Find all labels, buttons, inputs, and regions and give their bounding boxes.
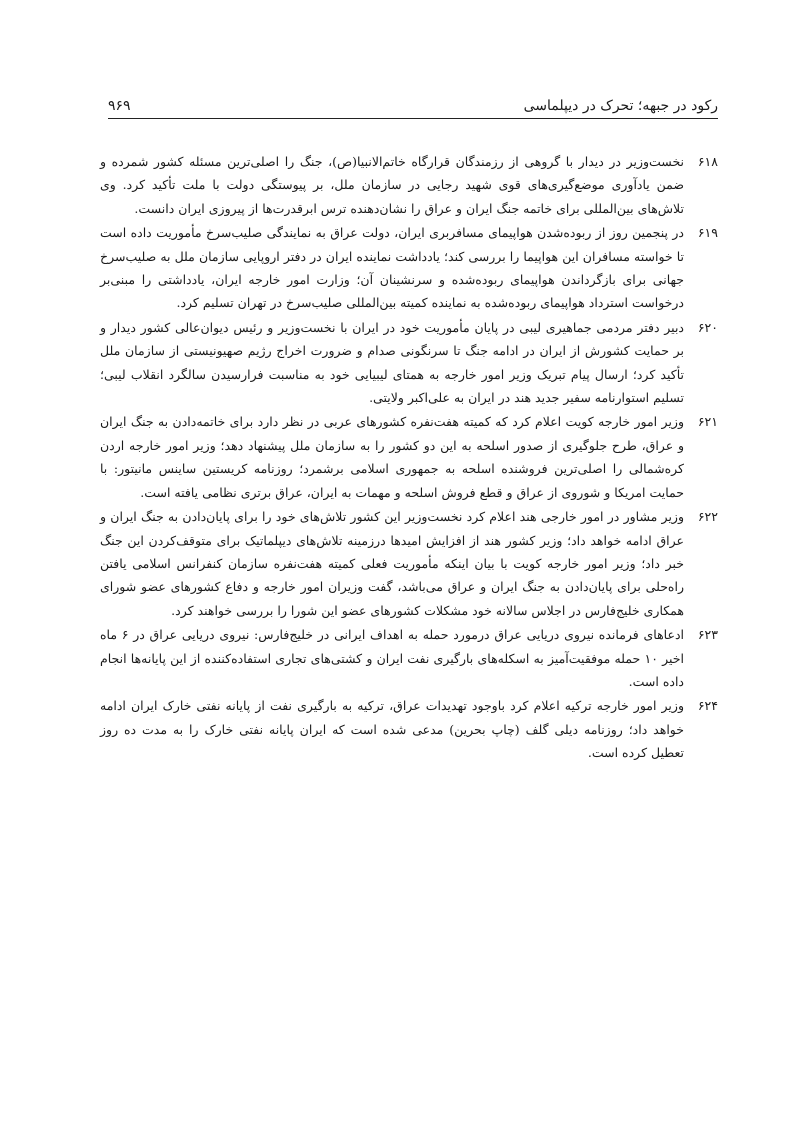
entry-number: ۶۲۴ (697, 698, 718, 714)
entry-619 (100, 221, 718, 315)
running-header (108, 84, 718, 114)
entry-624 (100, 694, 718, 764)
entry-number: ۶۲۲ (697, 509, 718, 525)
entry-text: وزیر مشاور در امور خارجی هند اعلام کرد نخست‌وزیر این کشور تلاش‌های خود را برای پایان‌دادن به جنگ ایران و عراق ادامه خواهد داد؛ وزیر کشور هند از افزایش امیدها درزمینه تلاش‌های دیپلماتیک برای متوقف‌کردن این جنگ خبر داد؛ وزیر امور خارجه کویت با بیان اینکه مأموریت فعلی کمیته هفت‌نفره سازمان کنفرانس اسلامی یافتن راه‌حلی برای پایان‌دادن به جنگ ایران و عراق می‌باشد، گفت وزیران امور خارجه و دفاع کشورهای عضو شورای همکاری خلیج‌فارس در اجلاس سالانه خود مشکلات کشورهای عضو این شورا را بررسی خواهند کرد. (100, 509, 684, 618)
entry-number: ۶۲۰ (697, 319, 718, 335)
entry-text: دبیر دفتر مردمی جماهیری لیبی در پایان مأموریت خود در ایران با نخست‌وزیر و رئیس دیوان‌عالی کشور دیدار و بر حمایت کشورش از ایران در ادامه جنگ تا سرنگونی صدام و ضرورت اخراج رژیم صهیونیستی از سازمان ملل تأکید کرد؛ ارسال پیام تبریک وزیر امور خارجه به همتای لیبیایی خود به مناسبت فرارسیدن سالگرد انقلاب لیبی؛ تسلیم استوارنامه سفیر جدید هند در ایران به علی‌اکبر ولایتی. (100, 319, 684, 406)
page-number: ۹۶۹ (108, 98, 131, 114)
entry-622 (100, 505, 718, 622)
entry-623 (100, 623, 718, 693)
header-title: رکود در جبهه؛ تحرک در دیپلماسی (523, 98, 718, 114)
entry-text: در پنجمین روز از ربوده‌شدن هواپیمای مسافربری ایران، دولت عراق به نمایندگی صلیب‌سرخ مأموریت داده است تا خواسته مسافران این هواپیما را بررسی کند؛ یادداشت نماینده ایران در دفتر اروپایی سازمان ملل به صلیب‌سرخ جهانی برای بازگرداندن هواپیمای ربوده‌شده و سرنشینان آن؛ وزارت امور خارجه ایران، یادداشتی را مبنی‌بر درخواست استرداد هواپیمای ربوده‌شده به نماینده کمیته بین‌المللی صلیب‌سرخ در تهران تسلیم کرد. (100, 225, 684, 311)
entry-number: ۶۱۸ (697, 154, 718, 169)
entry-number: ۶۲۳ (697, 627, 718, 643)
entry-text: وزیر امور خارجه ترکیه اعلام کرد باوجود تهدیدات عراق، ترکیه به بارگیری نفت از پایانه نفتی خارک ایران ادامه خواهد داد؛ روزنامه دیلی گلف (چاپ بحرین) مدعی شده است که ایران پایانه نفتی خارک را به مدت ده روز تعطیل کرده است. (100, 698, 684, 761)
entry-text: ادعاهای فرمانده نیروی دریایی عراق درمورد حمله به اهداف ایرانی در خلیج‌فارس: نیروی دریایی عراق در ۶ ماه اخیر ۱۰ حمله موفقیت‌آمیز به اسکله‌های بارگیری نفت ایران و کشتی‌های تجاری استفاده‌کننده از این پایانه‌ها انجام داده است. (100, 627, 684, 689)
entry-621 (100, 410, 718, 504)
entry-620 (100, 316, 718, 410)
entry-text: وزیر امور خارجه کویت اعلام کرد که کمیته هفت‌نفره کشورهای عربی در نظر دارد برای خاتمه‌دادن به جنگ ایران و عراق، طرح جلوگیری از صدور اسلحه به این دو کشور را به سازمان ملل پیشنهاد دهد؛ وزیر امور خارجه اردن کره‌شمالی را اصلی‌ترین فروشنده اسلحه به جمهوری اسلامی برشمرد؛ روزنامه کریستین ساینس مانیتور: با حمایت امریکا و شوروی از عراق و قطع فروش اسلحه و مهمات به ایران، عراق برتری نظامی یافته است. (100, 414, 684, 500)
header-divider (108, 118, 718, 119)
entry-number: ۶۱۹ (697, 225, 718, 241)
entry-text: نخست‌وزیر در دیدار با گروهی از رزمندگان قرارگاه خاتم‌الانبیا(ص)، جنگ را اصلی‌ترین مسئله کشور شمرده و ضمن یادآوری موضع‌گیری‌های قوی شهید رجایی در سازمان ملل، بر پیوستگی دولت با ملت تأکید کرد. وی تلاش‌های بین‌المللی برای خاتمه جنگ ایران و عراق را نشان‌دهنده ترس ابرقدرت‌ها از پیروزی ایران دانست. (100, 154, 684, 216)
entry-number: ۶۲۱ (697, 414, 718, 430)
entry-618 (100, 150, 718, 220)
chronology-entries (100, 150, 718, 766)
